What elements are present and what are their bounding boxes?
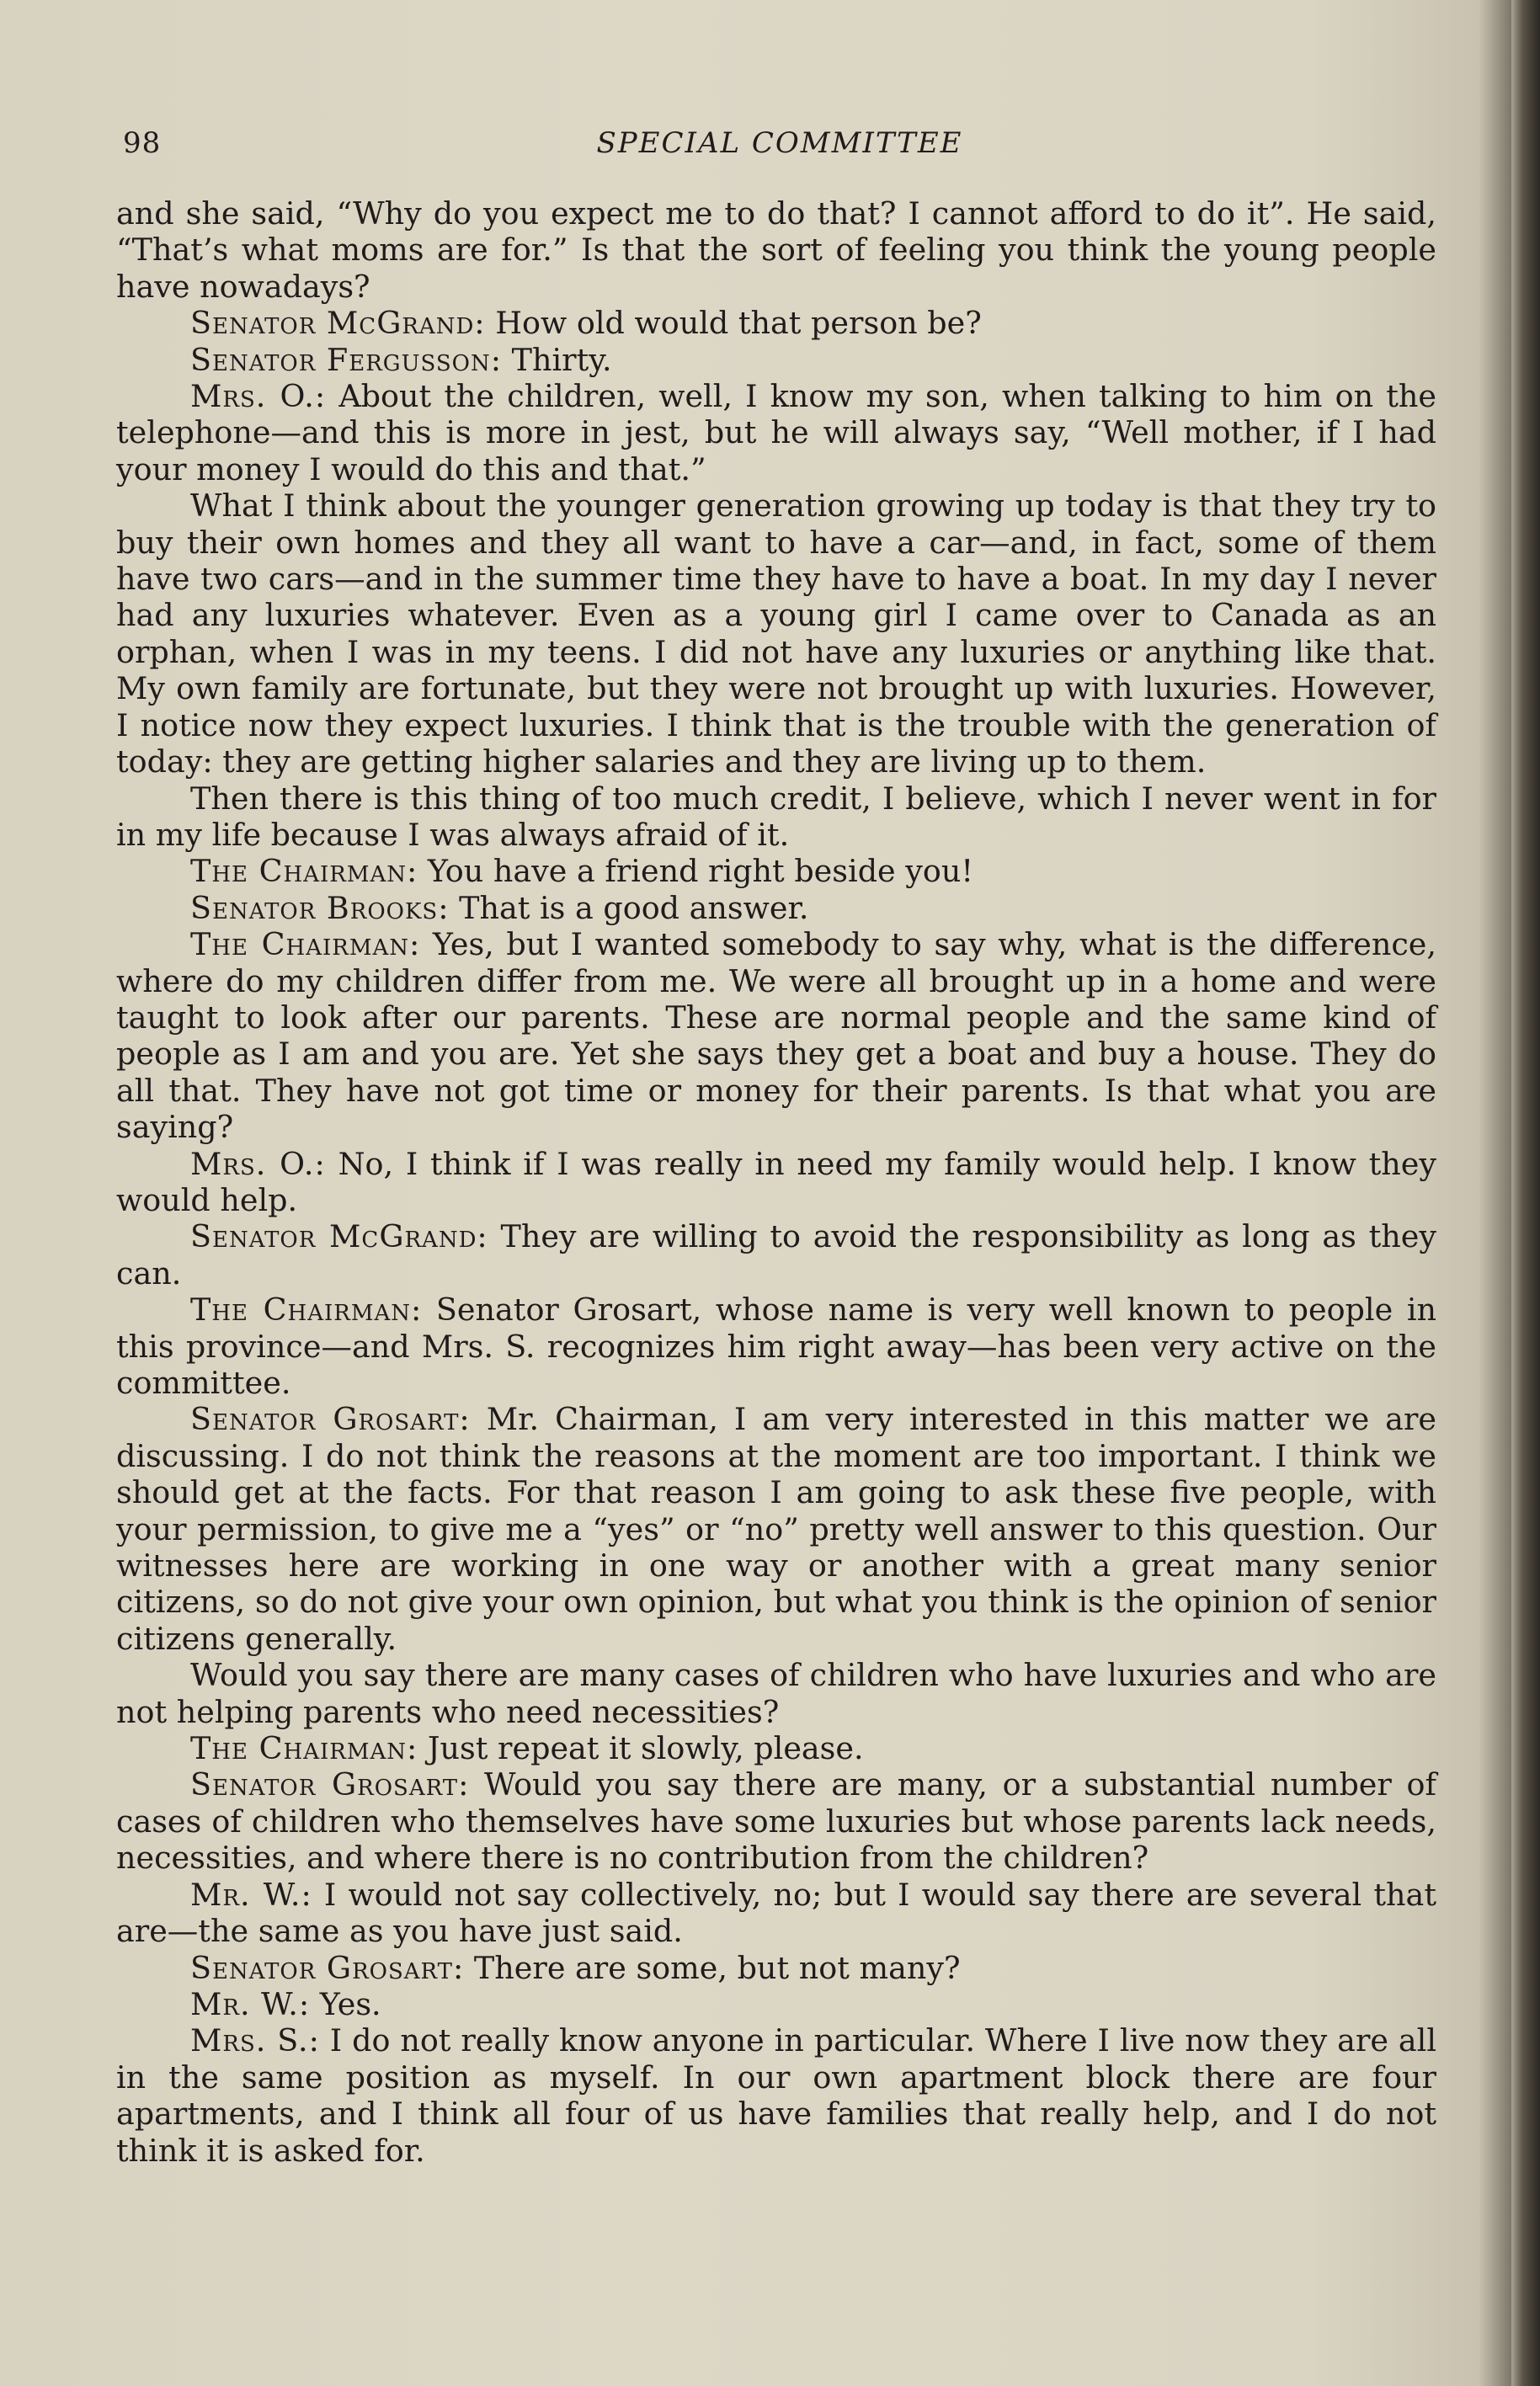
speaker-name: The Chairman:: [190, 1730, 418, 1767]
page-number: 98: [123, 126, 162, 160]
transcript-paragraph: [116, 1292, 1436, 1401]
paragraph-text: Then there is this thing of too much credit, I believe, which I never went in for in my life because I was always afraid of it.: [116, 780, 1436, 853]
speaker-name: Senator Grosart:: [190, 1766, 470, 1803]
paragraph-text: and she said, “Why do you expect me to do that? I cannot afford to do it”. He said, “That’s what moms are for.” Is that the sort of feeling you think the young people have nowadays?: [116, 195, 1436, 305]
paragraph-text: Senator Grosart, whose name is very well known to people in this province—and Mrs. S. recognizes him right away—has been very active on the committee.: [116, 1292, 1436, 1401]
transcript-paragraph: [116, 1766, 1436, 1876]
transcript-paragraph: [116, 780, 1436, 854]
transcript-paragraph: [116, 1986, 1436, 2022]
paragraph-text: I do not really know anyone in particular. Where I live now they are all in the same position as myself. In our own apartment block there are four apartments, and I think all four of us have families that really help, and I do not think it is asked for.: [116, 2022, 1436, 2169]
paragraph-text: Just repeat it slowly, please.: [418, 1730, 864, 1767]
transcript-paragraph: [116, 487, 1436, 780]
paragraph-text: Mr. Chairman, I am very interested in this matter we are discussing. I do not think the reasons at the moment are too important. I think we should get at the facts. For that reason I am going to ask these five people, with your permission, to give me a “yes” or “no” pretty well answer to this question. Our witnesses here are working in one way or another with a great many senior citizens, so do not give your own opinion, but what you think is the opinion of senior citizens generally.: [116, 1401, 1436, 1657]
transcript-paragraph: [116, 2022, 1436, 2169]
speaker-name: Mrs. S.:: [190, 2022, 320, 2059]
paragraph-text: What I think about the younger generation growing up today is that they try to buy their own homes and they all want to have a car—and, in fact, some of them have two cars—and in the summer time they have to have a boat. In my day I never had any luxuries whatever. Even as a young girl I came over to Canada as an orphan, when I was in my teens. I did not have any luxuries or anything like that. My own family are fortunate, but they were not brought up with luxuries. However, I notice now they expect luxuries. I think that is the trouble with the generation of today: they are getting higher salaries and they are living up to them.: [116, 487, 1436, 780]
transcript-paragraph: [116, 305, 1436, 341]
speaker-name: Senator Fergusson:: [190, 341, 503, 378]
speaker-name: Senator Brooks:: [190, 889, 450, 926]
transcript-paragraph: [116, 853, 1436, 889]
speaker-name: Mrs. O.:: [190, 378, 327, 415]
transcript-paragraph: [116, 1401, 1436, 1657]
transcript-paragraph: [116, 1950, 1436, 1986]
paragraph-text: Would you say there are many cases of children who have luxuries and who are not helping parents who need necessities?: [116, 1657, 1436, 1730]
speaker-name: Mr. W.:: [190, 1876, 312, 1913]
speaker-name: Senator Grosart:: [190, 1401, 471, 1438]
transcript-paragraph: [116, 1730, 1436, 1766]
paragraph-text: Yes, but I wanted somebody to say why, what is the difference, where do my children differ from me. We were all brought up in a home and were taught to look after our parents. These are normal people and the same kind of people as I am and you are. Yet she says they get a boat and buy a house. They do all that. They have not got time or money for their parents. Is that what you are saying?: [116, 926, 1436, 1146]
speaker-name: The Chairman:: [190, 853, 418, 890]
transcript-paragraph: [116, 1218, 1436, 1292]
speaker-name: Senator McGrand:: [190, 1218, 488, 1255]
paragraph-text: Yes.: [310, 1985, 381, 2022]
transcript-paragraph: [116, 378, 1436, 487]
paragraph-text: You have a friend right beside you!: [418, 853, 974, 890]
paragraph-text: About the children, well, I know my son, when talking to him on the telephone—and this is more in jest, but he will always say, “Well mother, if I had your money I would do this and that.”: [116, 378, 1436, 487]
transcript-paragraph: [116, 1877, 1436, 1950]
transcript-body: [116, 195, 1436, 2169]
speaker-name: Mrs. O.:: [190, 1145, 326, 1182]
paragraph-text: How old would that person be?: [485, 305, 982, 342]
paragraph-text: No, I think if I was really in need my family would help. I know they would help.: [116, 1145, 1436, 1218]
speaker-name: Senator Grosart:: [190, 1949, 465, 1986]
paragraph-text: Would you say there are many, or a substantial number of cases of children who themselves have some luxuries but whose parents lack needs, necessities, and where there is no contribution from the children?: [116, 1766, 1436, 1877]
running-title: SPECIAL COMMITTEE: [596, 126, 963, 160]
page-header: [123, 126, 1436, 168]
transcript-paragraph: [116, 926, 1436, 1145]
transcript-paragraph: [116, 890, 1436, 926]
speaker-name: Senator McGrand:: [190, 305, 486, 342]
transcript-paragraph: [116, 342, 1436, 378]
paragraph-text: I would not say collectively, no; but I would say there are several that are—the same as you have just said.: [116, 1876, 1436, 1950]
transcript-paragraph: [116, 195, 1436, 305]
transcript-paragraph: [116, 1657, 1436, 1730]
speaker-name: Mr. W.:: [190, 1985, 311, 2022]
paragraph-text: That is a good answer.: [449, 889, 809, 926]
speaker-name: The Chairman:: [190, 1292, 423, 1329]
paragraph-text: There are some, but not many?: [464, 1949, 961, 1986]
paragraph-text: Thirty.: [502, 341, 612, 378]
paragraph-text: They are willing to avoid the responsibility as long as they can.: [116, 1218, 1436, 1292]
book-spine-edge: [1511, 0, 1540, 2386]
speaker-name: The Chairman:: [190, 926, 421, 963]
transcript-paragraph: [116, 1146, 1436, 1219]
